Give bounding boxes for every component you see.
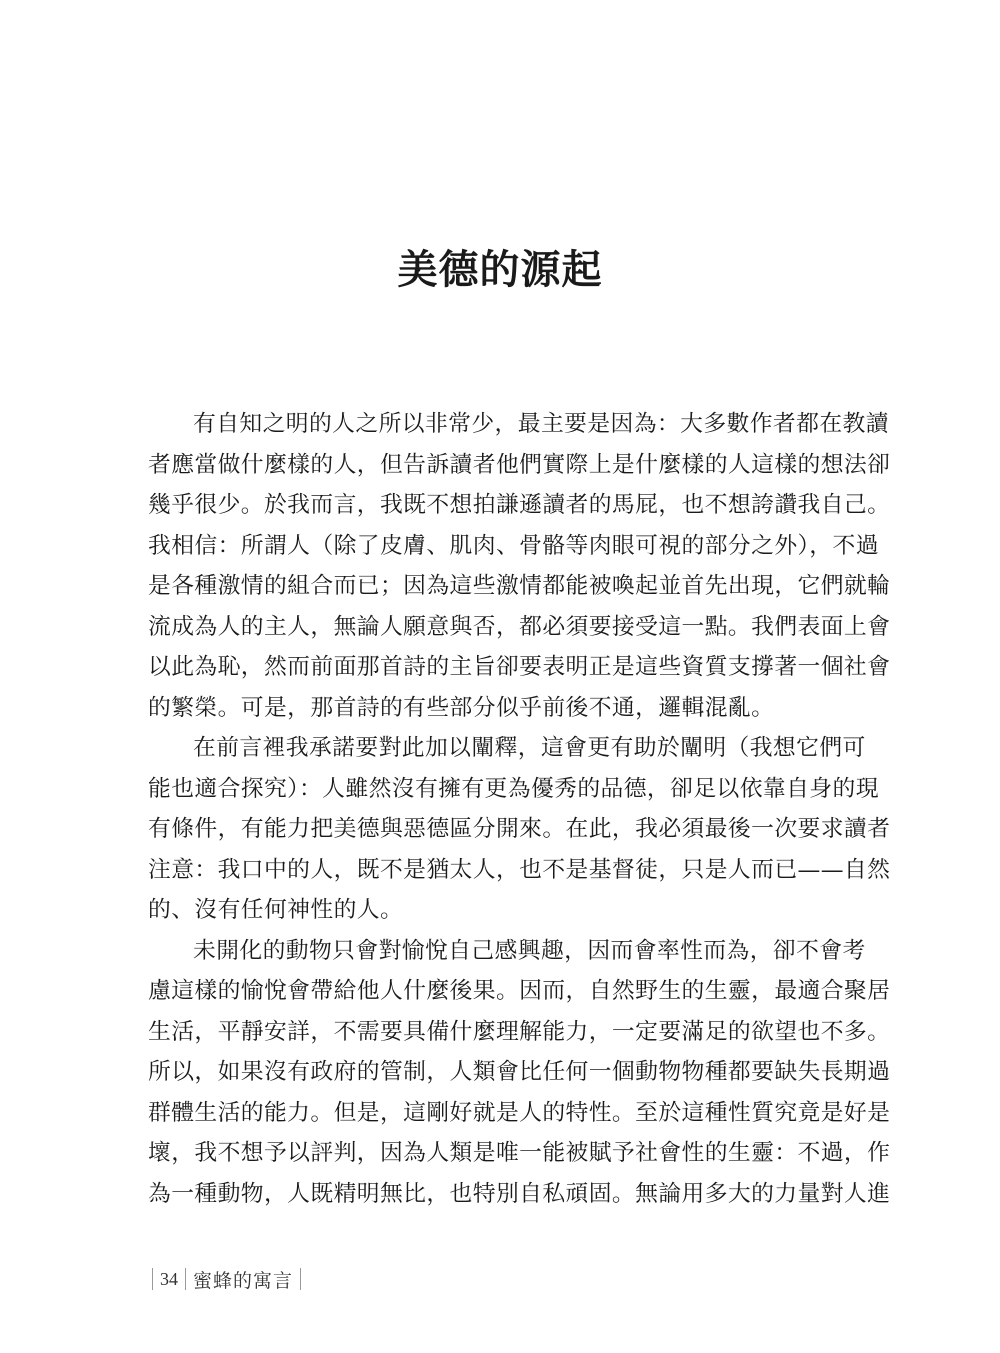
text-line: 在前言裡我承諾要對此加以闡釋，這會更有助於闡明（我想它們可: [193, 735, 866, 761]
footer-divider: [185, 1268, 186, 1290]
text-line: 的繁榮。可是，那首詩的有些部分似乎前後不通，邏輯混亂。: [148, 694, 775, 721]
text-line: 流成為人的主人，無論人願意與否，都必須要接受這一點。我們表面上會: [148, 613, 891, 640]
page-number: 34: [160, 1268, 178, 1289]
text-line: 能也適合探究）：人雖然沒有擁有更為優秀的品德，卻足以依靠自身的現: [148, 775, 879, 802]
page-footer: [145, 1262, 308, 1296]
text-line: 幾乎很少。於我而言，我既不想拍謙遜讀者的馬屁，也不想誇讚我自己。: [148, 492, 891, 518]
text-line: 生活，平靜安詳，不需要具備什麼理解能力，一定要滿足的欲望也不多。: [148, 1018, 891, 1045]
running-book-title: 蜜蜂的寓言: [193, 1269, 294, 1292]
text-line: 是各種激情的組合而已；因為這些激情都能被喚起並首先出現，它們就輪: [148, 573, 891, 599]
paragraph-2: [148, 728, 891, 931]
text-line: 以此為恥，然而前面那首詩的主旨卻要表明正是這些資質支撐著一個社會: [148, 654, 891, 680]
text-line: 所以，如果沒有政府的管制，人類會比任何一個動物物種都要缺失長期過: [148, 1059, 891, 1085]
text-line: 慮這樣的愉悅會帶給他人什麼後果。因而，自然野生的生靈，最適合聚居: [148, 978, 891, 1004]
footer-divider: [300, 1268, 301, 1290]
text-line: 未開化的動物只會對愉悅自己感興趣，因而會率性而為，卻不會考: [193, 937, 866, 964]
text-line: 壞，我不想予以評判，因為人類是唯一能被賦予社會性的生靈：不過，作: [148, 1140, 891, 1166]
text-line: 群體生活的能力。但是，這剛好就是人的特性。至於這種性質究竟是好是: [148, 1099, 891, 1126]
text-line: 我相信：所謂人（除了皮膚、肌肉、骨骼等肉眼可視的部分之外），不過: [148, 532, 879, 559]
text-line: 注意：我口中的人，既不是猶太人，也不是基督徒，只是人而已——自然: [148, 856, 891, 883]
text-line: 為一種動物，人既精明無比，也特別自私頑固。無論用多大的力量對人進: [148, 1180, 891, 1207]
text-line: 者應當做什麼樣的人，但告訴讀者他們實際上是什麼樣的人這樣的想法卻: [148, 451, 891, 478]
text-line: 有自知之明的人之所以非常少，最主要是因為：大多數作者都在教讀: [193, 411, 889, 437]
text-line: 的、沒有任何神性的人。: [148, 897, 404, 923]
footer-divider: [152, 1268, 153, 1290]
text-line: 有條件，有能力把美德與惡德區分開來。在此，我必須最後一次要求讀者: [148, 816, 891, 842]
chapter-title: 美德的源起: [397, 246, 603, 293]
chapter-body: [148, 404, 891, 1214]
paragraph-1: [148, 404, 891, 728]
paragraph-3: [148, 931, 891, 1215]
